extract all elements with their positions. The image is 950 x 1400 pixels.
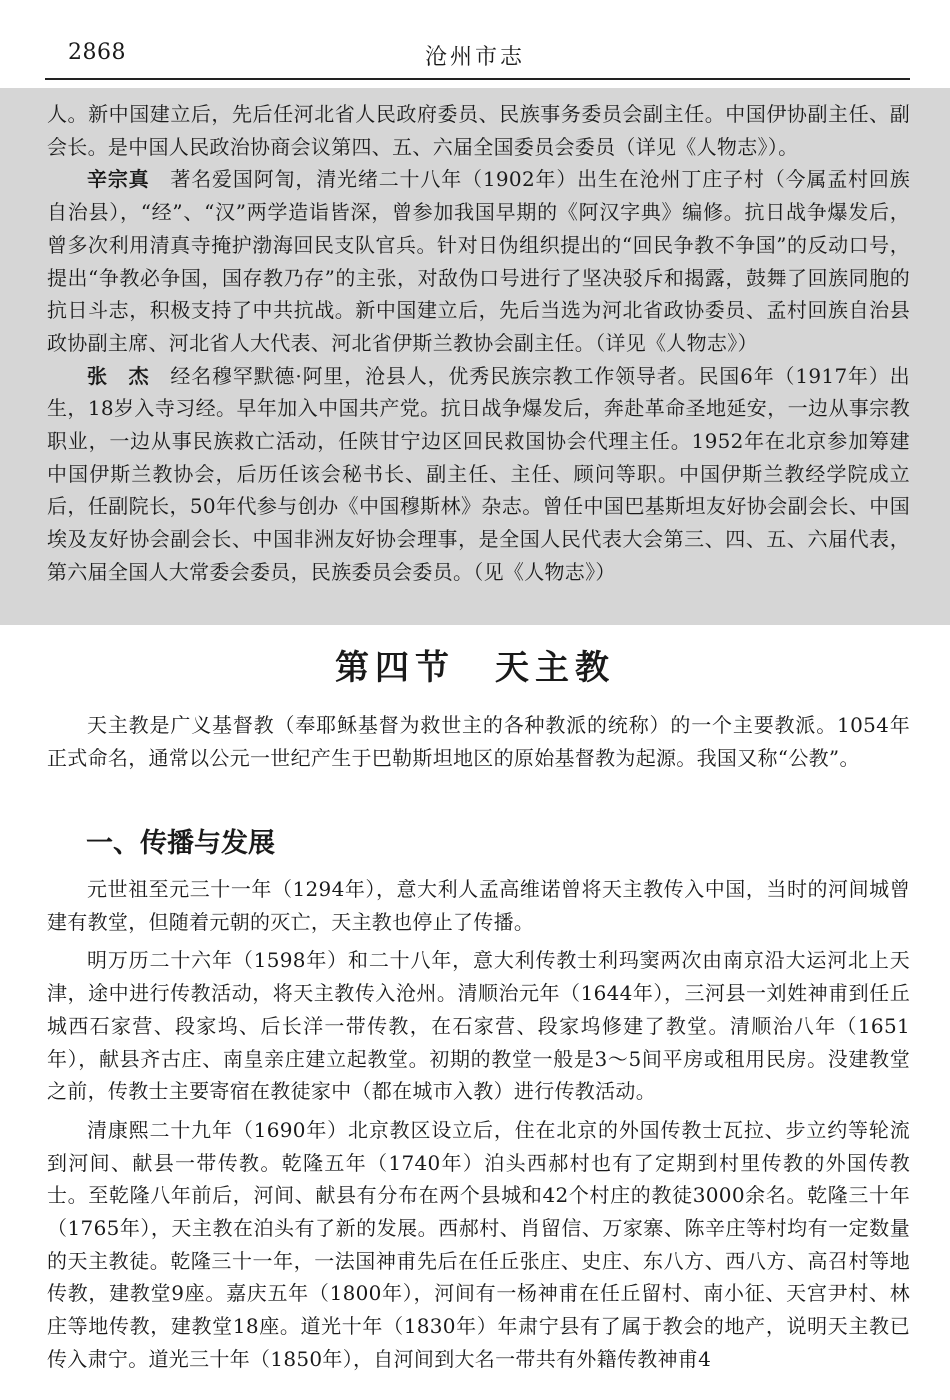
body-paragraph: 明万历二十六年（1598年）和二十八年，意大利传教士利玛窦两次由南京沿大运河北上天津，途中进行传教活动，将天主教传入沧州。清顺治元年（1644年），三河县一刘姓神甫到任丘城西石家营、段家坞、后长洋一带传教，在石家营、段家坞修建了教堂。清顺治八年（1651年），献县齐古庄、南皇亲庄建立起教堂。初期的教堂一般是3～5间平房或租用民房。没建教堂之前，传教士主要寄宿在教徒家中（都在城市入教）进行传教活动。: [47, 948, 910, 1104]
header-rule: [45, 78, 910, 80]
body-paragraph: 元世祖至元三十一年（1294年），意大利人孟高维诺曾将天主教传入中国，当时的河间城曾建有教堂，但随着元朝的灭亡，天主教也停止了传播。: [47, 877, 910, 934]
section-intro: [47, 709, 910, 774]
subheading: 一、传播与发展: [86, 828, 275, 859]
biography-entry: [47, 163, 910, 359]
biography-text: 经名穆罕默德·阿里，沧县人，优秀民族宗教工作领导者。民国6年（1917年）出生，18岁入寺习经。早年加入中国共产党。抗日战争爆发后，奔赴革命圣地延安，一边从事宗教职业，一边从事民族救亡活动，任陕甘宁边区回民救国协会代理主任。1952年在北京参加筹建中国伊斯兰教协会，后历任该会秘书长、副主任、主任、顾问等职。中国伊斯兰教经学院成立后，任副院长，50年代参与创办《中国穆斯林》杂志。曾任中国巴基斯坦友好协会副会长、中国埃及友好协会副会长、中国非洲友好协会理事，是全国人民代表大会第三、四、五、六届代表，第六届全国人大常委会委员，民族委员会委员。（见《人物志》）: [47, 363, 910, 584]
body-text: [47, 873, 910, 1382]
biography-name: 辛宗真: [87, 167, 150, 192]
biography-entry: [47, 360, 910, 589]
continuation-paragraph: 人。新中国建立后，先后任河北省人民政府委员、民族事务委员会副主任。中国伊协副主任、副会长。是中国人民政治协商会议第四、五、六届全国委员会委员（详见《人物志》）。: [47, 102, 910, 159]
biography-name: 张 杰: [87, 363, 150, 388]
page-number: 2868: [68, 40, 126, 65]
intro-paragraph: 天主教是广义基督教（奉耶稣基督为救世主的各种教派的统称）的一个主要教派。1054年正式命名，通常以公元一世纪产生于巴勒斯坦地区的原始基督教为起源。我国又称“公教”。: [47, 713, 910, 770]
page-header: [0, 0, 950, 90]
running-title: 沧州市志: [424, 45, 525, 70]
body-paragraph: 清康熙二十九年（1690年）北京教区设立后，住在北京的外国传教士瓦拉、步立约等轮流到河间、献县一带传教。乾隆五年（1740年）泊头西郝村也有了定期到村里传教的外国传教士。至乾隆八年前后，河间、献县有分布在两个县城和42个村庄的教徒3000余名。乾隆三十年（1765年），天主教在泊头有了新的发展。西郝村、肖留信、万家寨、陈辛庄等村均有一定数量的天主教徒。乾隆三十一年，一法国神甫先后在任丘张庄、史庄、东八方、西八方、高召村等地传教，建教堂9座。嘉庆五年（1800年），河间有一杨神甫在任丘留村、南小征、天宫尹村、林庄等地传教，建教堂18座。道光十年（1830年）年肃宁县有了属于教会的地产，说明天主教已传入肃宁。道光三十年（1850年），自河间到大名一带共有外籍传教神甫4: [47, 1117, 910, 1371]
previous-section-text: [47, 98, 910, 589]
biography-text: 著名爱国阿訇，清光绪二十八年（1902年）出生在沧州丁庄子村（今属孟村回族自治县），“经”、“汉”两学造诣皆深，曾参加我国早期的《阿汉字典》编修。抗日战争爆发后，曾多次利用清真寺掩护渤海回民支队官兵。针对日伪组织提出的“回民争教不争国”的反动口号，提出“争教必争国，国存教乃存”的主张，对敌伪口号进行了坚决驳斥和揭露，鼓舞了回族同胞的抗日斗志，积极支持了中共抗战。新中国建立后，先后当选为河北省政协委员、孟村回族自治县政协副主席、河北省人大代表、河北省伊斯兰教协会副主任。（详见《人物志》）: [47, 167, 910, 355]
section-title: 第四节 天主教: [335, 648, 615, 688]
